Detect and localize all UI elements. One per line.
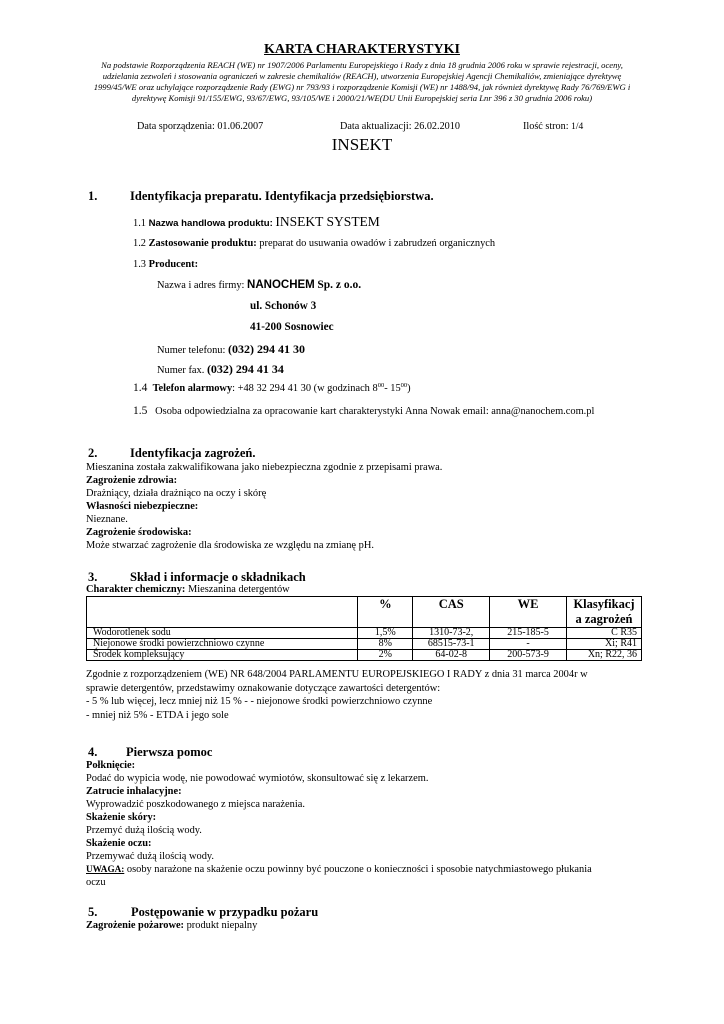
section-2-number: 2. xyxy=(88,446,98,460)
detergent-note-4: - mniej niż 5% - ETDA i jego sole xyxy=(86,710,229,721)
s11-label: Nazwa handlowa produktu: xyxy=(148,218,273,229)
chem-line xyxy=(86,584,290,595)
company-suffix: Sp. z o.o. xyxy=(317,279,362,291)
section-1-number: 1. xyxy=(88,189,98,203)
inhalation-text: Wyprowadzić poszkodowanego z miejsca narażenia. xyxy=(86,799,305,810)
section-5-heading: Postępowanie w przypadku pożaru xyxy=(131,905,319,919)
section-3-number: 3. xyxy=(88,570,98,584)
section-3-heading: Skład i informacje o składnikach xyxy=(130,570,306,584)
table-row xyxy=(87,628,642,639)
row-cas: 1310-73-2, xyxy=(413,628,490,639)
s14-label: Telefon alarmowy xyxy=(152,383,233,394)
section-1-1 xyxy=(133,214,380,230)
chem-label: Charakter chemiczny: xyxy=(86,584,186,595)
date-created: Data sporządzenia: 01.06.2007 xyxy=(137,121,264,132)
page-count-value: 1/4 xyxy=(571,122,584,132)
skin-text: Przemyć dużą ilością wody. xyxy=(86,825,202,836)
swallow-text: Podać do wypicia wodę, nie powodować wymiotów, skonsultować się z lekarzem. xyxy=(86,773,429,784)
s12-value: preparat do usuwania owadów i zabrudzeń organicznych xyxy=(259,238,496,249)
danger-text: Nieznane. xyxy=(86,514,128,525)
row-pct: 8% xyxy=(358,639,413,650)
warning-line xyxy=(86,864,592,875)
phone-label: Numer telefonu: xyxy=(157,345,226,356)
row-klas: Xi; R41 xyxy=(566,639,641,650)
table-row xyxy=(87,650,642,661)
section-4-number: 4. xyxy=(88,745,98,759)
table-header-row xyxy=(87,597,642,628)
detergent-note-2: sprawie detergentów, przedstawimy oznakowanie dotyczące zawartości detergentów: xyxy=(86,683,441,694)
company-name: NANOCHEM xyxy=(247,279,315,291)
warning-label: UWAGA: xyxy=(86,864,125,874)
row-cas: 64-02-8 xyxy=(413,650,490,661)
detergent-note-1: Zgodnie z rozporządzeniem (WE) NR 648/2004 PARLAMENTU EUROPEJSKIEGO I RADY z dnia 31 marca 2004r w xyxy=(86,669,588,680)
s14-end: ) xyxy=(407,383,411,394)
warning-text: osoby narażone na skażenie oczu powinny być pouczone o konieczności i sposobie natychmiastowego płukania xyxy=(124,864,592,875)
inhalation-label: Zatrucie inhalacyjne: xyxy=(86,786,182,797)
env-label: Zagrożenie środowiska: xyxy=(86,527,192,538)
section-1-4 xyxy=(133,382,411,394)
row-we: - xyxy=(490,639,567,650)
s13-number: 1.3 xyxy=(133,259,146,270)
company-label: Nazwa i adres firmy: xyxy=(157,280,245,291)
row-klas: Xn; R22, 36 xyxy=(566,650,641,661)
row-name: Środek kompleksujący xyxy=(87,650,358,661)
row-klas: C R35 xyxy=(566,628,641,639)
s14-number: 1.4 xyxy=(133,382,148,394)
skin-label: Skażenie skóry: xyxy=(86,812,157,823)
row-cas: 68515-73-1 xyxy=(413,639,490,650)
fire-label: Zagrożenie pożarowe: xyxy=(86,920,185,931)
s14-sup2: 00 xyxy=(400,382,408,389)
fire-line xyxy=(86,920,257,931)
warning-text-2: oczu xyxy=(86,877,106,888)
s15-text: Osoba odpowiedzialna za opracowanie kart charakterystyki Anna Nowak email: anna@nanochem.com.pl xyxy=(155,406,595,417)
row-pct: 1,5% xyxy=(358,628,413,639)
page-count xyxy=(523,121,583,132)
row-pct: 2% xyxy=(358,650,413,661)
composition-table xyxy=(86,596,642,661)
section-1-3 xyxy=(133,259,198,270)
section-2-heading: Identyfikacja zagrożeń. xyxy=(130,446,256,460)
date-updated: Data aktualizacji: 26.02.2010 xyxy=(340,121,460,132)
header-cell-cas: CAS xyxy=(413,597,490,628)
section-1-2 xyxy=(133,238,495,249)
row-name: Niejonowe środki powierzchniowo czynne xyxy=(87,639,358,650)
s13-label: Producent: xyxy=(148,259,199,270)
eye-label: Skażenie oczu: xyxy=(86,838,152,849)
health-text: Drażniący, działa drażniąco na oczy i skórę xyxy=(86,488,267,499)
eye-text: Przemywać dużą ilością wody. xyxy=(86,851,215,862)
s15-number: 1.5 xyxy=(133,405,148,417)
s12-label: Zastosowanie produktu: xyxy=(148,238,257,249)
table-row xyxy=(87,639,642,650)
row-we: 215-185-5 xyxy=(490,628,567,639)
health-label: Zagrożenie zdrowia: xyxy=(86,475,178,486)
legal-basis-text: Na podstawie Rozporządzenia REACH (WE) nr 1907/2006 Parlamentu Europejskiego i Rady z dnia 18 grudnia 2006 roku w sprawie rejestracji, oceny, udzielania zezwoleń i stosowania ograniczeń w zakresie chemikaliów (REACH), utworzenia Europejskiej Agencji Chemikaliów, zmieniające dyrektywę 1999/45/WE oraz uchylające rozporządzenie Rady (EWG) nr 793/93 i rozporządzenie Komisji (WE) nr 1488/94, jak również dyrektywę Rady 76/769/EWG i dyrektywę Komisji 91/155/EWG, 93/67/EWG, 93/105/WE i 2000/21/WE(DU Unii Europejskiej seria Lnr 396 z 30 grudnia 2006 roku) xyxy=(93,60,631,103)
header-cell-we: WE xyxy=(490,597,567,628)
env-text: Może stwarzać zagrożenie dla środowiska ze względu na zmianę pH. xyxy=(86,540,374,551)
row-name: Wodorotlenek sodu xyxy=(87,628,358,639)
header-cell-name xyxy=(87,597,358,628)
header-cell-pct: % xyxy=(358,597,413,628)
s12-number: 1.2 xyxy=(133,238,146,249)
document-title: KARTA CHARAKTERYSTYKI xyxy=(264,42,460,57)
page-count-label: Ilość stron: xyxy=(523,121,569,132)
detergent-note-3: - 5 % lub więcej, lecz mniej niż 15 % - - niejonowe środki powierzchniowo czynne xyxy=(86,696,433,707)
s14-value: : +48 32 294 41 30 (w godzinach 8 xyxy=(232,383,378,394)
danger-label: Własności niebezpieczne: xyxy=(86,501,199,512)
section-2-intro: Mieszanina została zakwalifikowana jako niebezpieczna zgodnie z przepisami prawa. xyxy=(86,462,443,473)
chem-value: Mieszanina detergentów xyxy=(187,584,290,595)
section-5-number: 5. xyxy=(88,905,98,919)
fax-line xyxy=(157,362,284,377)
company-street: ul. Schonów 3 xyxy=(250,300,317,312)
section-1-5 xyxy=(133,405,594,417)
fax-label: Numer fax. xyxy=(157,365,205,376)
product-title: INSEKT xyxy=(331,135,393,154)
header-cell-klas xyxy=(566,597,641,628)
s14-sup1: 00 xyxy=(377,382,385,389)
s11-number: 1.1 xyxy=(133,218,146,229)
fire-text: produkt niepalny xyxy=(184,920,258,931)
section-4-heading: Pierwsza pomoc xyxy=(126,745,213,759)
section-1-heading: Identyfikacja preparatu. Identyfikacja przedsiębiorstwa. xyxy=(130,189,434,203)
s14-mid: - 15 xyxy=(384,383,401,394)
header-klas-line2: a zagrożeń xyxy=(575,612,633,626)
swallow-label: Połknięcie: xyxy=(86,760,136,771)
phone-value: (032) 294 41 30 xyxy=(228,342,305,356)
company-line xyxy=(157,279,361,291)
header-klas-line1: Klasyfikacj xyxy=(573,597,635,611)
fax-value: (032) 294 41 34 xyxy=(206,362,284,376)
s11-value: INSEKT SYSTEM xyxy=(275,214,380,229)
company-city: 41-200 Sosnowiec xyxy=(250,321,334,333)
row-we: 200-573-9 xyxy=(490,650,567,661)
phone-line xyxy=(157,342,305,357)
